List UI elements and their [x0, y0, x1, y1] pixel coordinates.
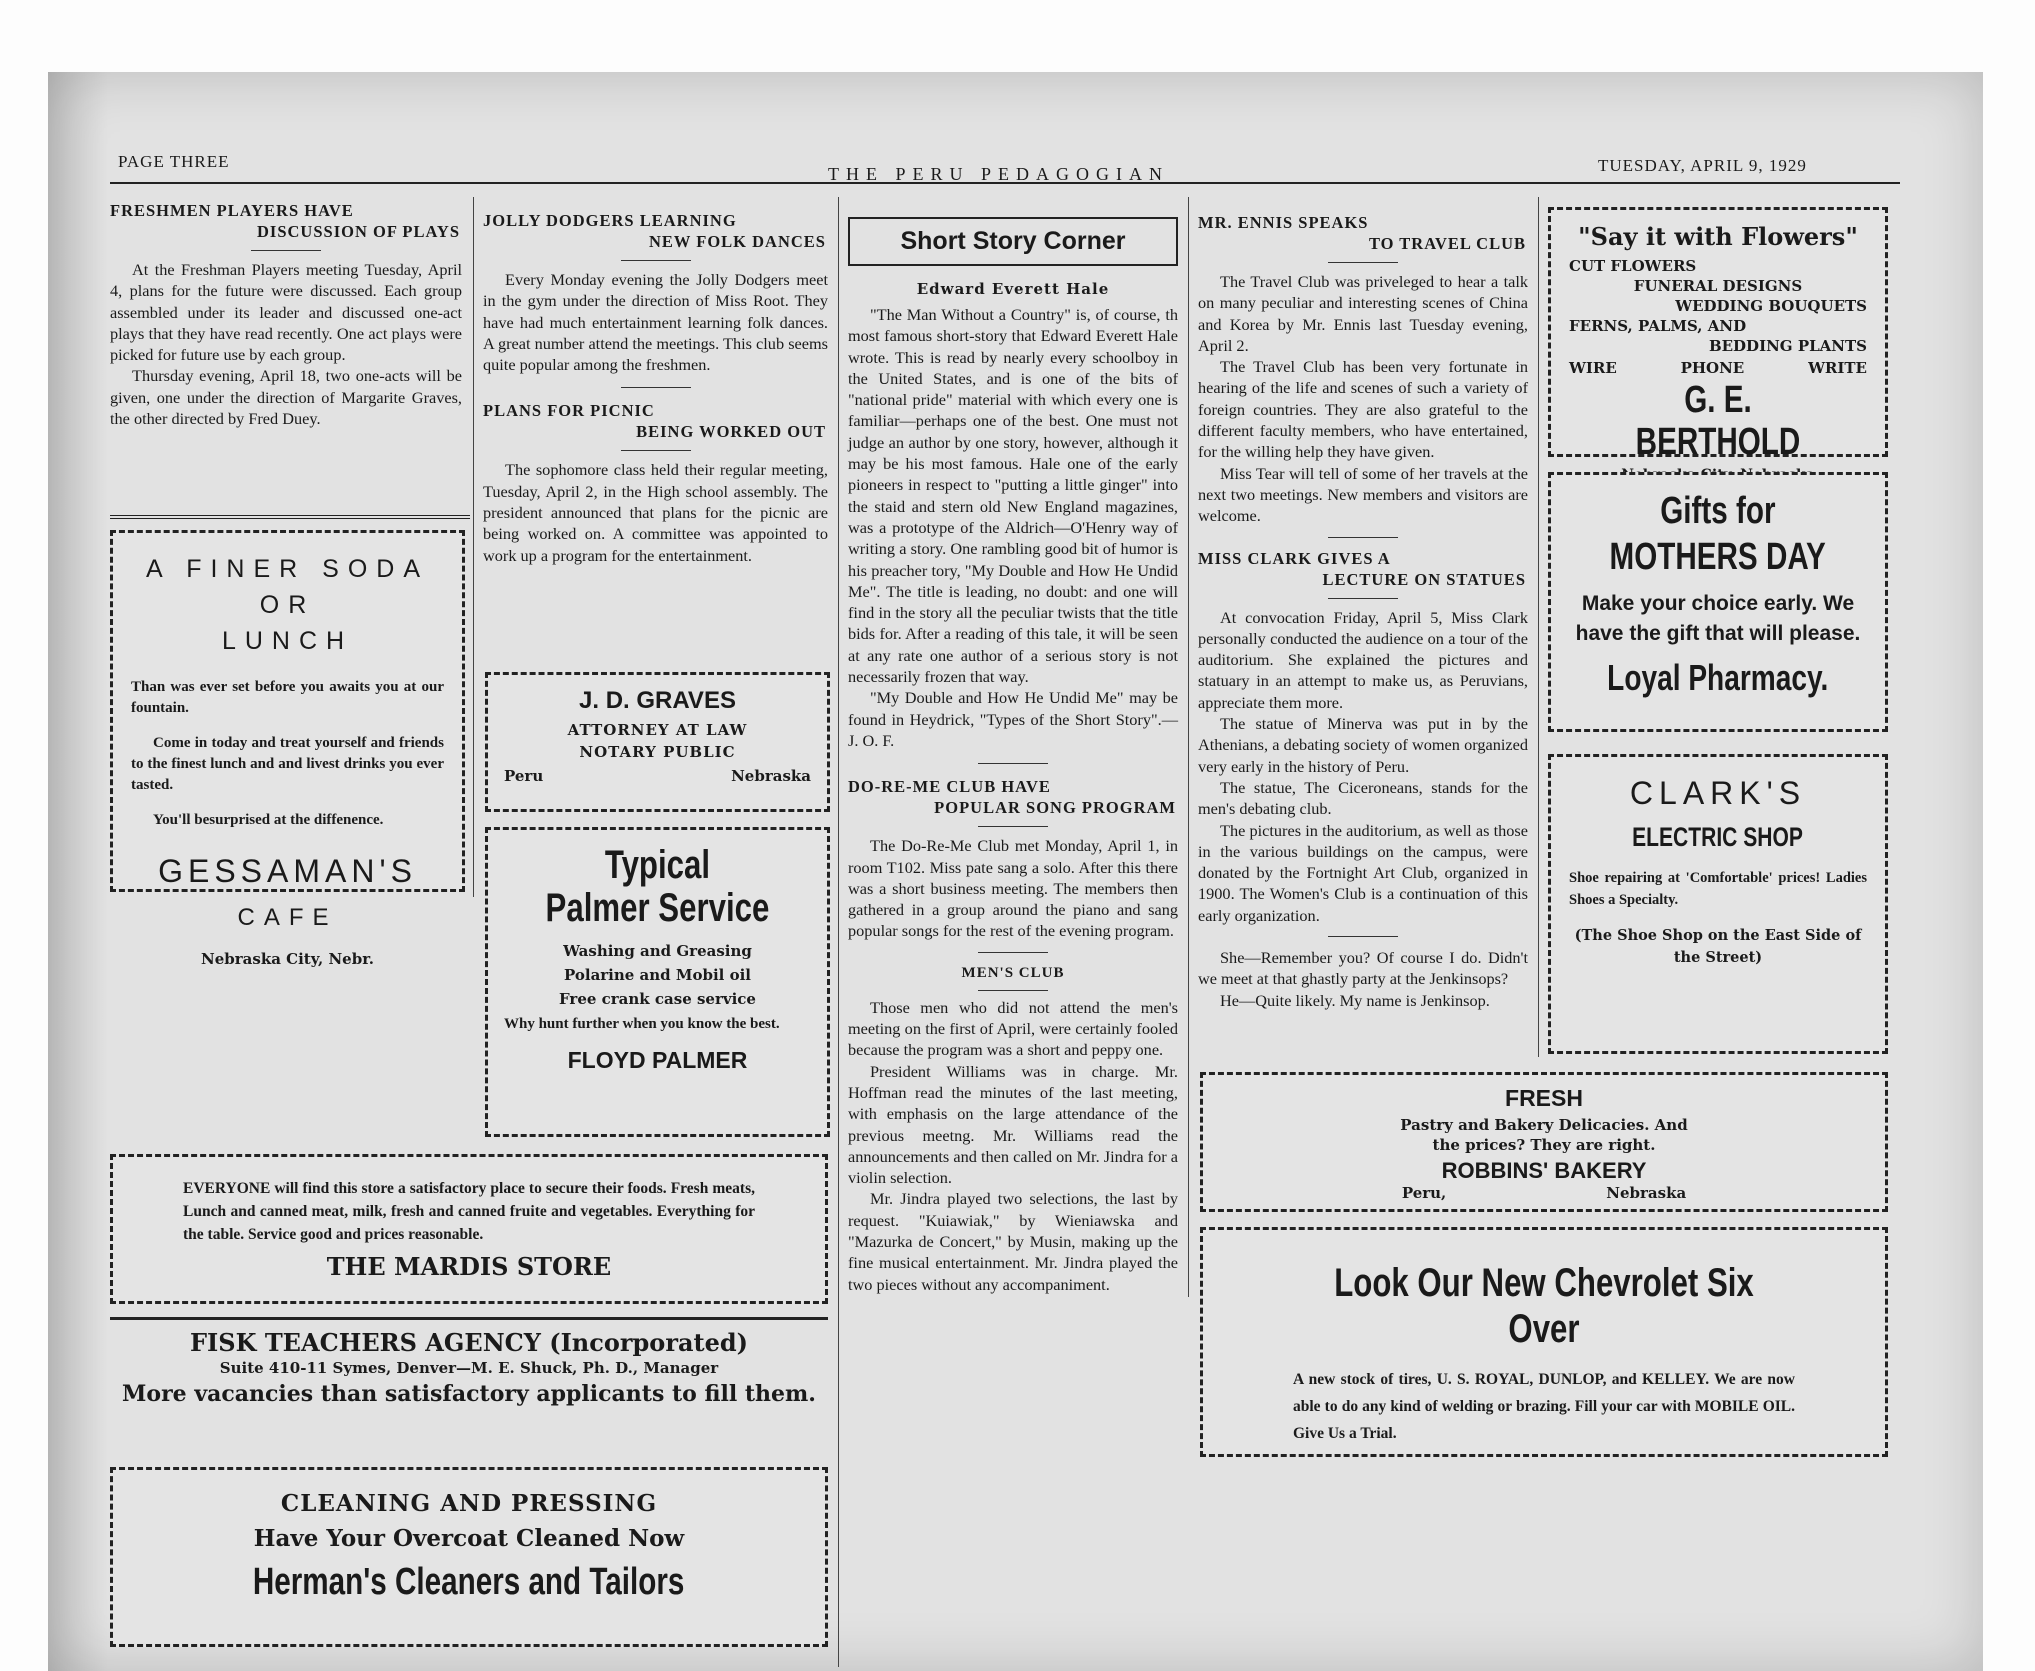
- article-jolly-dodgers: [483, 210, 828, 566]
- ad-fisk-teachers-agency: [110, 1317, 828, 1407]
- headline: DISCUSSION OF PLAYS: [257, 222, 460, 241]
- ad-subtitle: ELECTRIC SHOP: [1632, 822, 1804, 852]
- paragraph: The Do-Re-Me Club met Monday, April 1, in room T102. Miss pate sang a solo. After this there was a short business meeting. The members then gathered in a group around the piano and sang popular songs for the rest of the evening program.: [848, 836, 1178, 941]
- ad-business-name: Loyal Pharmacy.: [1607, 657, 1829, 698]
- ad-business-name: CLARK'S: [1629, 775, 1807, 811]
- ad-text: (The Shoe Shop on the East Side of the Street): [1574, 927, 1862, 966]
- ad-business-name: G. E. BERTHOLD: [1635, 379, 1801, 463]
- ad-text: Shoe repairing at 'Comfortable' prices! Ladies Shoes a Specialty.: [1569, 870, 1867, 908]
- ad-business-name: GESSAMAN'S: [158, 853, 417, 889]
- ad-text: More vacancies than satisfactory applicants to fill them.: [122, 1381, 816, 1407]
- ad-text: Free crank case service: [559, 990, 756, 1008]
- ad-text: CUT FLOWERS: [1569, 257, 1697, 275]
- ad-title: FRESH: [1505, 1085, 1583, 1111]
- ad-business-name: Herman's Cleaners and Tailors: [253, 1561, 685, 1603]
- ad-text: You'll besurprised at the diffenence.: [153, 812, 384, 828]
- headline: BEING WORKED OUT: [636, 422, 826, 442]
- ad-palmer-service: [485, 827, 830, 1137]
- headline: MR. ENNIS SPEAKS: [1198, 213, 1369, 232]
- headline: FRESHMEN PLAYERS HAVE: [110, 201, 354, 220]
- ad-text: BEDDING PLANTS: [1708, 337, 1867, 355]
- ad-title: MOTHERS DAY: [1609, 536, 1827, 578]
- paragraph: At the Freshman Players meeting Tuesday, April 4, plans for the future were discussed. Each group assembled under its leader and discussed one-act plays that they have read recently. One act plays were picked for future use by each group.: [110, 260, 462, 365]
- ad-subtitle: Have Your Overcoat Cleaned Now: [253, 1525, 685, 1552]
- ad-gessamans-cafe: [110, 530, 465, 968]
- paragraph: "The Man Without a Country" is, of course, th most famous short-story that Edward Everett Hale wrote. This is read by nearly every schoolboy in the United States, and is one of the bits of "national pride" material with which every one is familiar—perhaps one of the best. One must not judge an author by one story, however, although it may be his most famous. Hale one of the early pioneers in respect to "putting a little ginger" into the staid and stern old New England magazines, was a prototype of the Aldrich—O'Henry way of writing a story. One rambling good bit of humor is his preacher tory, "My Double and How He Undid Me". The title is leading, no doubt: and one will find in the story all the peculiar twists that the title bids for. After a reading of this tale, it will be seen at any rate one author of a serious story is not necessarily frozen that way.: [848, 305, 1178, 687]
- paragraph: Every Monday evening the Jolly Dodgers meet in the gym under the direction of Miss Root. They have had much entertainment learning folk dances. A great number attend the meetings. This club seems quite popular among the freshmen.: [483, 270, 828, 375]
- section-box-title: Short Story Corner: [900, 227, 1126, 255]
- headline: LECTURE ON STATUES: [1322, 569, 1526, 589]
- ad-title: OR: [259, 591, 316, 619]
- paragraph: The statue, The Ciceroneans, stands for the men's debating club.: [1198, 777, 1528, 819]
- ad-text: NOTARY PUBLIC: [579, 743, 736, 761]
- paragraph: At convocation Friday, April 5, Miss Clark personally conducted the audience on a tour of the auditorium. She explained the pictures and statuary in an attempt to make us, as Peruvians, appreciate them more.: [1198, 607, 1528, 712]
- paragraph: Miss Tear will tell of some of her travels at the next two meetings. New members and visitors are welcome.: [1198, 463, 1528, 526]
- ad-jd-graves: [485, 672, 830, 812]
- ad-title: "Say it with Flowers": [1578, 222, 1858, 251]
- ad-text: Washing and Greasing: [563, 942, 752, 960]
- ad-text: Make your choice early. We have the gift that will please.: [1575, 592, 1861, 645]
- ad-text: Polarine and Mobil oil: [563, 966, 752, 984]
- ad-location: Peru,: [1401, 1184, 1447, 1202]
- ad-title: Look Our New Chevrolet Six Over: [1334, 1261, 1754, 1351]
- paragraph: She—Remember you? Of course I do. Didn't we meet at that ghastly party at the Jenkinsops?: [1198, 948, 1528, 989]
- article-travel-club: [1198, 212, 1528, 1011]
- ad-location: Nebraska: [1606, 1184, 1687, 1202]
- ad-text: WEDDING BOUQUETS: [1675, 297, 1867, 315]
- ad-clarks-electric-shop: [1548, 754, 1888, 1054]
- headline: POPULAR SONG PROGRAM: [934, 798, 1176, 818]
- column-divider: [838, 197, 839, 1667]
- page-number: PAGE THREE: [118, 152, 230, 171]
- ad-title: FISK TEACHERS AGENCY (Incorporated): [190, 1328, 748, 1357]
- ad-chevrolet: [1200, 1227, 1888, 1457]
- ad-text: Come in today and treat yourself and friends to the finest lunch and and livest drinks you ever tasted.: [131, 735, 444, 793]
- ad-title: LUNCH: [221, 627, 354, 655]
- paragraph: Thursday evening, April 18, two one-acts will be given, one under the direction of Margarite Graves, the other directed by Fred Duey.: [110, 366, 462, 429]
- article-picnic: [483, 400, 828, 442]
- issue-date: TUESDAY, APRIL 9, 1929: [1598, 156, 1807, 175]
- ad-text: FUNERAL DESIGNS: [1633, 277, 1803, 295]
- ad-text: Why hunt further when you know the best.: [504, 1016, 780, 1032]
- ad-title: Gifts for: [1660, 490, 1776, 532]
- ad-text: the prices? They are right.: [1432, 1136, 1656, 1154]
- paragraph: Mr. Jindra played two selections, the last by request. "Kuiawiak," by Wieniawska and "Mazurka de Concert," by Musin, making up the fine musical entertainment. Mr. Jindra played the two pieces without any accompaniment.: [848, 1189, 1178, 1294]
- ad-text: WRITE: [1808, 359, 1867, 377]
- article-freshmen-players: [110, 200, 462, 429]
- ad-text: ATTORNEY AT LAW: [567, 721, 748, 739]
- ad-title: Palmer Service: [545, 886, 770, 930]
- ad-text: Pastry and Bakery Delicacies. And: [1400, 1116, 1688, 1134]
- headline: JOLLY DODGERS LEARNING: [483, 211, 737, 230]
- headline: MEN'S CLUB: [961, 964, 1065, 981]
- newspaper-title: THE PERU PEDAGOGIAN: [828, 164, 1169, 184]
- paragraph: The Travel Club was priveleged to hear a talk on many peculiar and interesting scenes of China and Korea by Mr. Ennis last Tuesday evening, April 2.: [1198, 272, 1528, 355]
- article-short-story-corner: [848, 217, 1178, 1295]
- ad-title: A FINER SODA: [145, 555, 430, 583]
- ad-text: Than was ever set before you awaits you at our fountain.: [131, 679, 444, 716]
- byline: Edward Everett Hale: [916, 280, 1110, 298]
- headline: PLANS FOR PICNIC: [483, 401, 655, 421]
- paragraph: "My Double and How He Undid Me" may be found in Heydrick, "Types of the Short Story".—J. O. F.: [848, 688, 1178, 750]
- column-divider: [1538, 197, 1539, 1057]
- ad-subtitle: Suite 410-11 Symes, Denver—M. E. Shuck, Ph. D., Manager: [219, 1359, 719, 1377]
- ad-business-name: FLOYD PALMER: [567, 1047, 748, 1074]
- paragraph: President Williams was in charge. Mr. Hoffman read the minutes of the last meeting, with emphasis on the large attendance of the previous meetng. Mr. Williams read the announcements and then called on Mr. Jindra for a violin selection.: [848, 1061, 1178, 1188]
- ad-location: Nebraska City, Nebr.: [201, 950, 374, 968]
- newspaper-page: [48, 72, 1983, 1671]
- paragraph: Those men who did not attend the men's meeting on the first of April, were certainly fooled because the program was a short and peppy one.: [848, 997, 1178, 1060]
- headline: TO TRAVEL CLUB: [1368, 234, 1526, 253]
- ad-text: FERNS, PALMS, AND: [1569, 317, 1747, 335]
- ad-text: PHONE: [1680, 359, 1745, 377]
- ad-robbins-bakery: [1200, 1072, 1888, 1212]
- column-divider: [1188, 197, 1189, 1297]
- ad-mardis-store: [110, 1154, 828, 1304]
- ad-location: Nebraska: [731, 767, 811, 785]
- ad-text: EVERYONE will find this store a satisfactory place to secure their foods. Fresh meats, Lunch and canned meat, milk, fresh and canned fruite and vegetables. Everything for the table. Service good and prices reasonable.: [183, 1180, 755, 1243]
- ad-text: A new stock of tires, U. S. ROYAL, DUNLOP, and KELLEY. We are now able to do any kind of welding or brazing. Fill your car with MOBILE OIL. Give Us a Trial.: [1293, 1371, 1795, 1442]
- paragraph: He—Quite likely. My name is Jenkinsop.: [1220, 990, 1490, 1010]
- headline: MISS CLARK GIVES A: [1198, 548, 1391, 568]
- paragraph: The statue of Minerva was put in by the Athenians, a debating society of women organized very early in the history of Peru.: [1198, 714, 1528, 776]
- headline: NEW FOLK DANCES: [649, 232, 826, 251]
- column-divider: [473, 197, 474, 897]
- ad-hermans-cleaners: [110, 1467, 828, 1647]
- ad-business-name: THE MARDIS STORE: [326, 1252, 612, 1281]
- ad-business-name: ROBBINS' BAKERY: [1441, 1158, 1647, 1183]
- ad-title: Typical: [604, 843, 711, 887]
- ad-text: WIRE: [1569, 359, 1617, 377]
- masthead-rule: [110, 182, 1900, 184]
- paragraph: The Travel Club has been very fortunate in hearing of the life and scenes of such a variety of foreign countries. They are also grateful to the different faculty members, who have entertained, for the willing help they have given.: [1198, 357, 1528, 462]
- ad-berthold-flowers: [1548, 207, 1888, 463]
- ad-subtitle: CAFE: [237, 904, 338, 931]
- headline: DO-RE-ME CLUB HAVE: [848, 777, 1051, 797]
- ad-location: Peru: [504, 767, 544, 785]
- ad-business-name: J. D. GRAVES: [579, 687, 736, 714]
- ad-title: CLEANING AND PRESSING: [280, 1490, 658, 1517]
- paragraph: The pictures in the auditorium, as well as those in the various buildings on the campus, were donated by the Fortnight Art Club, organized in 1900. The Women's Club is a continuation of this early organization.: [1198, 820, 1528, 925]
- ad-loyal-pharmacy: [1548, 472, 1888, 732]
- paragraph: The sophomore class held their regular meeting, Tuesday, April 2, in the High school assembly. The president announced that plans for the picnic are being worked on. A committee was appointed to work up a program for the entertainment.: [483, 460, 828, 565]
